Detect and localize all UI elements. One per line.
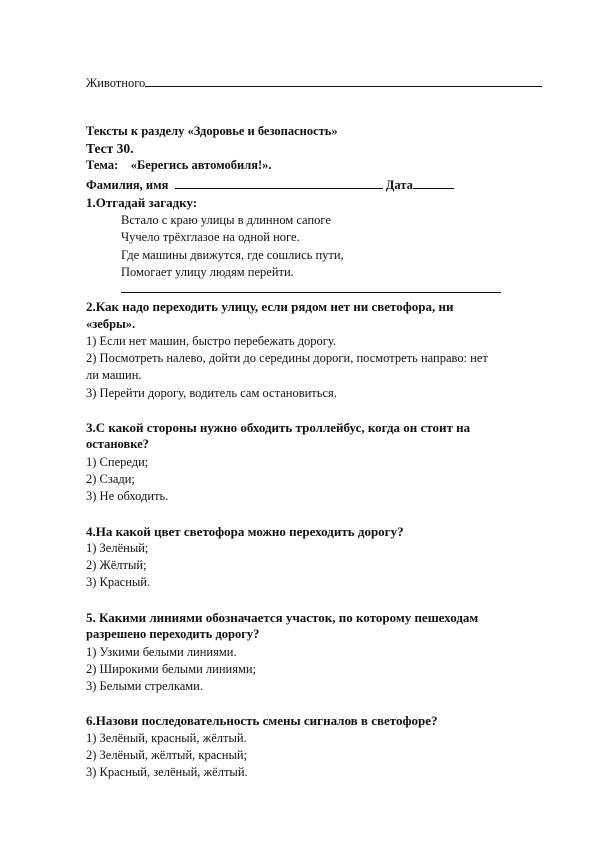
name-label: Фамилия, имя — [86, 178, 169, 192]
q6-option: 3) Красный, зелёный, жёлтый. — [86, 765, 248, 779]
riddle-answer-line — [121, 292, 501, 293]
q6-option: 1) Зелёный, красный, жёлтый. — [86, 731, 247, 745]
question-2-line-2: «зебры». — [86, 317, 136, 331]
date-label: Дата — [385, 178, 413, 192]
q2-option: 3) Перейти дорогу, водитель сам остановиться. — [86, 386, 337, 400]
q2-option: 1) Если нет машин, быстро перебежать дорогу. — [86, 334, 337, 348]
riddle-line: Чучело трёхглазое на одной ноге. — [121, 230, 300, 244]
date-blank-line — [413, 176, 454, 189]
theme-value: «Берегись автомобиля!». — [130, 158, 272, 172]
section-title: Тексты к разделу «Здоровье и безопасность» — [86, 124, 338, 138]
animal-label: Животного — [86, 76, 146, 90]
q4-option: 3) Красный. — [86, 575, 151, 589]
test-number: Тест 30. — [86, 141, 134, 156]
q4-option: 2) Жёлтый; — [86, 558, 147, 572]
theme-row — [86, 158, 272, 173]
q6-option: 2) Зелёный, жёлтый, красный; — [86, 748, 248, 762]
animal-field-row — [86, 74, 542, 91]
riddle-line: Где машины движутся, где сошлись пути, — [121, 248, 344, 262]
riddle-line: Встало с краю улицы в длинном сапоге — [121, 213, 331, 227]
name-blank-line — [175, 176, 383, 189]
animal-blank-line — [145, 74, 542, 87]
q3-option: 2) Сзади; — [86, 472, 135, 486]
name-date-row — [86, 176, 454, 193]
q5-option: 1) Узкими белыми линиями. — [86, 645, 237, 659]
question-5-line-1: 5. Какими линиями обозначается участок, по которому пешеходам — [86, 610, 479, 625]
question-3-line-1: 3.С какой стороны нужно обходить троллейбус, когда он стоит на — [86, 420, 471, 435]
q3-option: 1) Спереди; — [86, 455, 149, 469]
q5-option: 3) Белыми стрелками. — [86, 679, 203, 693]
riddle-line: Помогает улицу людям перейти. — [121, 265, 294, 279]
question-6: 6.Назови последовательность смены сигналов в светофоре? — [86, 713, 438, 728]
question-3-line-2: остановке? — [86, 437, 149, 451]
q2-option-continuation: ли машин. — [86, 368, 142, 382]
q4-option: 1) Зелёный; — [86, 541, 149, 555]
question-4: 4.На какой цвет светофора можно переходить дорогу? — [86, 524, 404, 539]
theme-label: Тема: — [86, 158, 119, 172]
q3-option: 3) Не обходить. — [86, 489, 169, 503]
question-2-line-1: 2.Как надо переходить улицу, если рядом нет ни светофора, ни — [86, 299, 454, 314]
question-1: 1.Отгадай загадку: — [86, 195, 198, 210]
question-5-line-2: разрешено переходить дорогу? — [86, 627, 260, 641]
q5-option: 2) Широкими белыми линиями; — [86, 662, 257, 676]
q2-option: 2) Посмотреть налево, дойти до середины дороги, посмотреть направо: нет — [86, 351, 488, 365]
